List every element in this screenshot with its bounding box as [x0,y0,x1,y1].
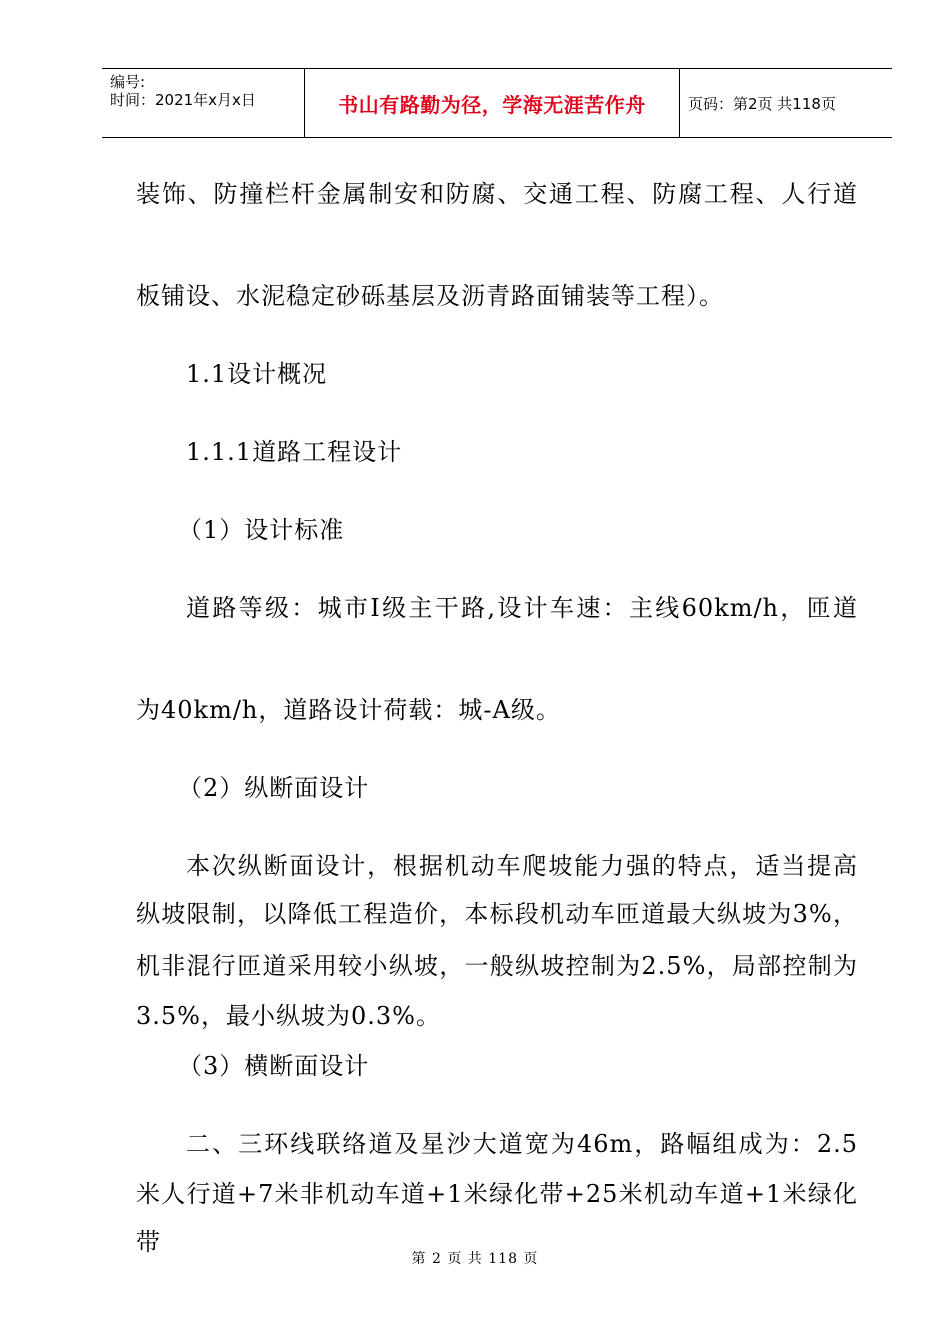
page-header [102,68,892,138]
paragraph-line: 二、三环线联络道及星沙大道宽为46m，路幅组成为：2.5 [186,1130,858,1158]
item-heading: （3）横断面设计 [178,1052,370,1080]
header-page-cell [680,69,892,137]
page-footer: 第 2 页 共 118 页 [411,1251,539,1267]
paragraph-line: 纵坡限制，以降低工程造价，本标段机动车匝道最大纵坡为3%， [136,900,858,928]
paragraph-line: 道路等级：城市Ⅰ级主干路,设计车速：主线60km/h，匝道 [186,594,858,622]
header-meta [102,69,304,137]
paragraph-line: 装饰、防撞栏杆金属制安和防腐、交通工程、防腐工程、人行道 [136,180,858,208]
header-motto: 书山有路勤为径，学海无涯苦作舟 [338,92,646,117]
paragraph-line: 为40km/h，道路设计荷载：城-A级。 [136,696,561,724]
item-heading: （2）纵断面设计 [178,774,370,802]
section-heading: 1.1设计概况 [186,360,328,388]
paragraph-line: 本次纵断面设计，根据机动车爬坡能力强的特点，适当提高 [186,852,858,880]
paragraph-line: 板铺设、水泥稳定砂砾基层及沥青路面铺装等工程）。 [136,282,724,310]
paragraph-line: 机非混行匝道采用较小纵坡，一般纵坡控制为2.5%，局部控制为 [136,952,858,980]
item-heading: （1）设计标准 [178,516,345,544]
document-time-label: 时间：2021年x月x日 [110,91,256,109]
paragraph-line: 3.5%，最小纵坡为0.3%。 [136,1002,441,1030]
header-page-code: 页码：第2页 共118页 [688,94,836,113]
document-number-label: 编号: [110,73,146,91]
header-motto-cell [304,69,680,137]
subsection-heading: 1.1.1道路工程设计 [186,438,403,466]
paragraph-line: 米人行道+7米非机动车道+1米绿化带+25米机动车道+1米绿化带 [136,1180,858,1256]
